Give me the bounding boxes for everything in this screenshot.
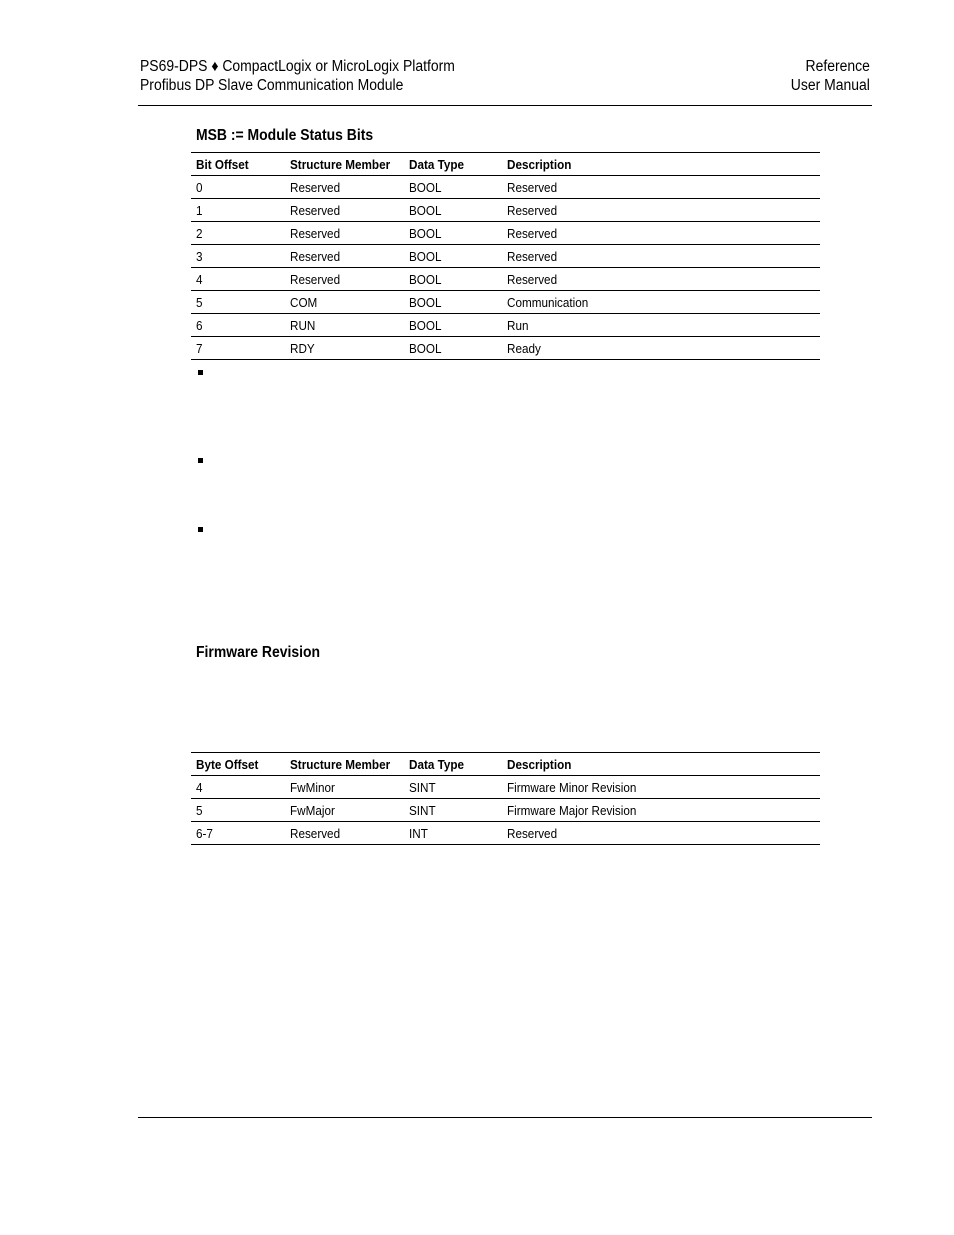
header-module-line: Profibus DP Slave Communication Module — [140, 77, 404, 94]
table-row: 7 RDY BOOL Ready — [191, 337, 820, 360]
table-row: 6 RUN BOOL Run — [191, 314, 820, 337]
bullet-marker — [198, 527, 203, 532]
column-header: Structure Member — [285, 753, 404, 776]
table-row: 2 Reserved BOOL Reserved — [191, 222, 820, 245]
header-doc-type: User Manual — [790, 77, 870, 94]
column-header: Description — [502, 753, 820, 776]
header-product-line: PS69-DPS ♦ CompactLogix or MicroLogix Platform — [140, 58, 455, 75]
column-header: Structure Member — [285, 153, 404, 176]
table-row: 4 FwMinor SINT Firmware Minor Revision — [191, 776, 820, 799]
column-header: Bit Offset — [191, 153, 285, 176]
header-right — [791, 57, 870, 95]
firmware-heading: Firmware Revision — [196, 644, 321, 661]
table-row: 5 FwMajor SINT Firmware Major Revision — [191, 799, 820, 822]
footer-divider — [138, 1117, 872, 1118]
header-divider — [138, 105, 872, 106]
table-row: 0 Reserved BOOL Reserved — [191, 176, 820, 199]
table-header-row — [191, 153, 820, 176]
table-row: 4 Reserved BOOL Reserved — [191, 268, 820, 291]
msb-heading: MSB := Module Status Bits — [196, 127, 374, 144]
column-header: Data Type — [404, 153, 502, 176]
table-header-row — [191, 753, 820, 776]
firmware-table — [191, 752, 820, 845]
header-section: Reference — [805, 58, 870, 75]
table-row: 5 COM BOOL Communication — [191, 291, 820, 314]
table-row: 1 Reserved BOOL Reserved — [191, 199, 820, 222]
column-header: Byte Offset — [191, 753, 285, 776]
column-header: Description — [502, 153, 820, 176]
table-row: 6-7 Reserved INT Reserved — [191, 822, 820, 845]
bullet-marker — [198, 370, 203, 375]
table-row: 3 Reserved BOOL Reserved — [191, 245, 820, 268]
msb-table — [191, 152, 820, 360]
header-left — [140, 57, 455, 95]
column-header: Data Type — [404, 753, 502, 776]
bullet-marker — [198, 458, 203, 463]
